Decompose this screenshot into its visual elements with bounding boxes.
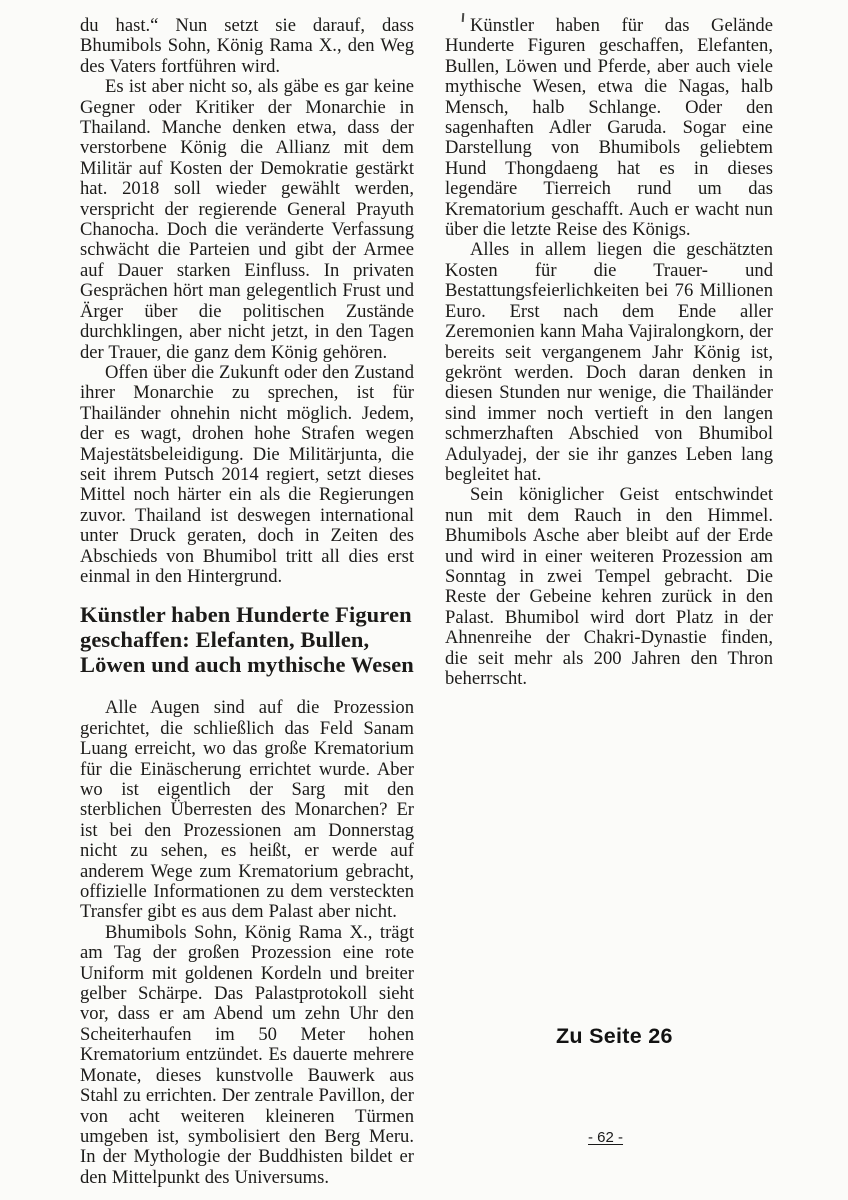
paragraph: Offen über die Zukunft oder den Zustand ihrer Monarchie zu sprechen, ist für Thailänder ohnehin nicht möglich. Jedem, der es wagt, drohen hohe Strafen wegen Majestätsbeleidigung. Die Militärjunta, die seit ihrem Putsch 2014 regiert, setzt dieses Mittel noch härter ein als die Regierungen zuvor. Thailand ist deswegen international unter Druck geraten, doch in Zeiten des Abschieds von Bhumibol tritt all dies erst einmal in den Hintergrund. [80, 361, 414, 587]
subheading-line: Künstler haben Hunderte Figuren [80, 602, 412, 628]
article-column-left [80, 16, 414, 1188]
paragraph: Bhumibols Sohn, König Rama X., trägt am Tag der großen Prozession eine rote Uniform mit goldenen Kordeln und breiter gelber Schärpe. Das Palastprotokoll sieht vor, dass er am Abend um zehn Uhr den Scheiterhaufen im 50 Meter hohen Krematorium entzündet. Es dauerte mehrere Monate, dieses kunstvolle Bauwerk aus Stahl zu errichten. Der zentrale Pavillon, der von acht weiteren kleineren Türmen umgeben ist, symbolisiert den Berg Meru. In der Mythologie der Buddhisten bildet er den Mittelpunkt des Universums. [80, 921, 414, 1188]
article-subheading [80, 602, 414, 677]
subheading-line: geschaffen: Elefanten, Bullen, [80, 627, 370, 653]
subheading-line: Löwen und auch mythische Wesen [80, 652, 414, 678]
paragraph: Sein königlicher Geist entschwindet nun mit dem Rauch in den Himmel. Bhumibols Asche aber bleibt auf der Erde und wird in einer weiteren Prozession am Sonntag in zwei Tempel gebracht. Die Reste der Gebeine kehren zurück in den Palast. Bhumibol wird dort Platz in der Ahnenreihe der Chakri-Dynastie finden, die seit mehr als 200 Jahren den Thron beherrscht. [445, 484, 773, 689]
continuation-note: Zu Seite 26 [556, 1024, 673, 1048]
paragraph: du hast.“ Nun setzt sie darauf, dass Bhumibols Sohn, König Rama X., den Weg des Vaters fortführen wird. [80, 15, 414, 77]
page-number: - 62 - [588, 1129, 624, 1146]
paragraph: Es ist aber nicht so, als gäbe es gar keine Gegner oder Kritiker der Monarchie in Thailand. Manche denken etwa, dass der verstorbene König die Allianz mit dem Militär auf Kosten der Demokratie gestärkt hat. 2018 soll wieder gewählt werden, verspricht der regierende General Prayuth Chanocha. Doch die veränderte Verfassung schwächt die Parteien und gibt der Armee auf Dauer starken Einfluss. In privaten Gesprächen hört man gelegentlich Frust und Ärger über die politischen Zustände durchklingen, aber nicht jetzt, in den Tagen der Trauer, die ganz dem König gehören. [80, 76, 414, 363]
article-column-right [445, 16, 773, 689]
paragraph: Alles in allem liegen die geschätzten Kosten für die Trauer- und Bestattungsfeierlichkeiten bei 76 Millionen Euro. Erst nach dem Ende aller Zeremonien kann Maha Vajiralongkorn, der bereits seit vergangenem Jahr König ist, gekrönt werden. Doch daran denken in diesen Stunden nur wenige, die Thailänder sind immer noch vertieft in den langen schmerzhaften Abschied von Bhumibol Adulyadej, der sie ihr ganzes Leben lang begleitet hat. [445, 239, 773, 485]
paragraph: Alle Augen sind auf die Prozession gerichtet, die schließlich das Feld Sanam Luang erreicht, wo das große Krematorium für die Einäscherung errichtet wurde. Aber wo ist eigentlich der Sarg mit den sterblichen Überresten des Monarchen? Er ist bei den Prozessionen am Donnerstag nicht zu sehen, es heißt, er werde auf anderem Wege zum Krematorium gebracht, offizielle Informationen zu dem versteckten Transfer gibt es aus dem Palast aber nicht. [80, 697, 414, 923]
paragraph: Künstler haben für das Gelände Hunderte Figuren geschaffen, Elefanten, Bullen, Löwen und Pferde, aber auch viele mythische Wesen, etwa die Nagas, halb Mensch, halb Schlange. Oder den sagenhaften Adler Garuda. Sogar eine Darstellung von Bhumibols geliebtem Hund Thongdaeng hat es in dieses legendäre Tierreich rund um das Krematorium geschafft. Auch er wacht nun über die letzte Reise des Königs. [445, 15, 773, 241]
